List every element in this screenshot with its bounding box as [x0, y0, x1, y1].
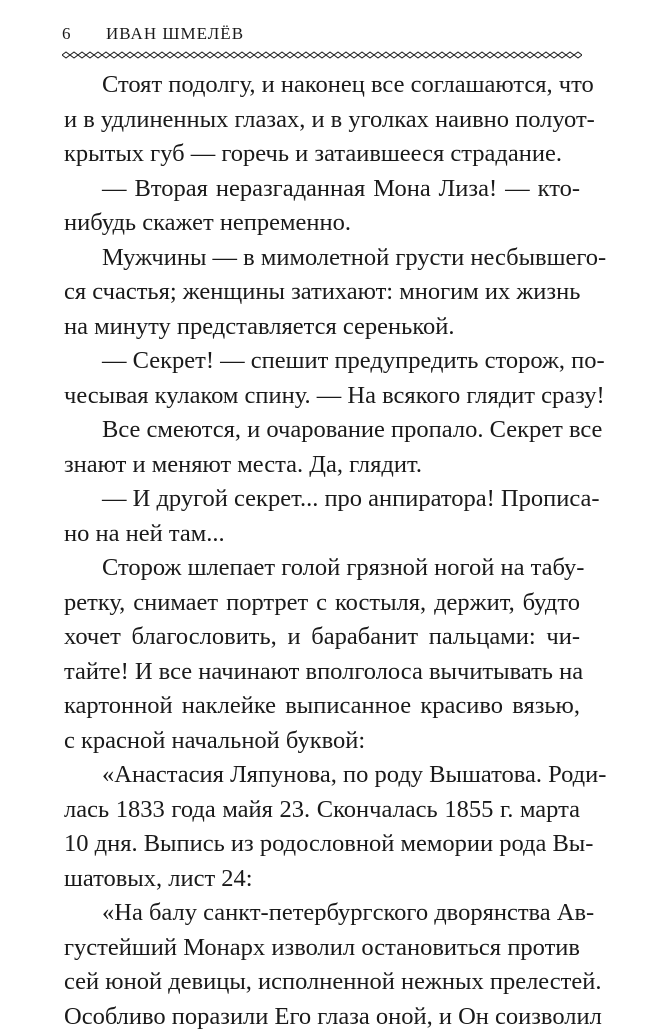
text-line: сей юной девицы, исполненной нежных прелестей. — [64, 965, 580, 1000]
page-header — [62, 18, 582, 58]
text-line: крытых губ — горечь и затаившееся страдание. — [64, 137, 580, 172]
text-line: с красной начальной буквой: — [64, 724, 580, 759]
text-line: «На балу санкт-петербургского дворянства Ав- — [64, 896, 580, 931]
text-line: чесывая кулаком спину. — На всякого глядит сразу! — [64, 379, 580, 414]
text-line: 10 дня. Выпись из родословной мемории рода Вы- — [64, 827, 580, 862]
text-line: Особливо поразили Его глаза оной, и Он соизволил — [64, 1000, 580, 1034]
text-line: — И другой секрет... про анпиратора! Прописа- — [64, 482, 580, 517]
text-line: Сторож шлепает голой грязной ногой на табу- — [64, 551, 580, 586]
text-line: тайте! И все начинают вполголоса вычитывать на — [64, 655, 580, 690]
text-line: шатовых, лист 24: — [64, 862, 580, 897]
body-text — [64, 68, 580, 1034]
text-line: на минуту представляется серенькой. — [64, 310, 580, 345]
text-line: «Анастасия Ляпунова, по роду Вышатова. Роди- — [64, 758, 580, 793]
text-line: Все смеются, и очарование пропало. Секрет все — [64, 413, 580, 448]
text-line: картонной наклейке выписанное красиво вязью, — [64, 689, 580, 724]
text-line: густейший Монарх изволил остановиться против — [64, 931, 580, 966]
text-line: Стоят подолгу, и наконец все соглашаются, что — [64, 68, 580, 103]
text-line: но на ней там... — [64, 517, 580, 552]
text-line: и в удлиненных глазах, и в уголках наивно полуот- — [64, 103, 580, 138]
running-title: ИВАН ШМЕЛЁВ — [106, 24, 244, 44]
text-line: Мужчины — в мимолетной грусти несбывшего- — [64, 241, 580, 276]
text-line: — Секрет! — спешит предупредить сторож, по- — [64, 344, 580, 379]
text-line: знают и меняют места. Да, глядит. — [64, 448, 580, 483]
text-line: лась 1833 года майя 23. Скончалась 1855 г. марта — [64, 793, 580, 828]
text-line: — Вторая неразгаданная Мона Лиза! — кто- — [64, 172, 580, 207]
text-line: ретку, снимает портрет с костыля, держит, будто — [64, 586, 580, 621]
text-line: нибудь скажет непременно. — [64, 206, 580, 241]
text-line: хочет благословить, и барабанит пальцами: чи- — [64, 620, 580, 655]
text-line: ся счастья; женщины затихают: многим их жизнь — [64, 275, 580, 310]
ornamental-rule — [62, 50, 582, 60]
page-number: 6 — [62, 24, 71, 44]
